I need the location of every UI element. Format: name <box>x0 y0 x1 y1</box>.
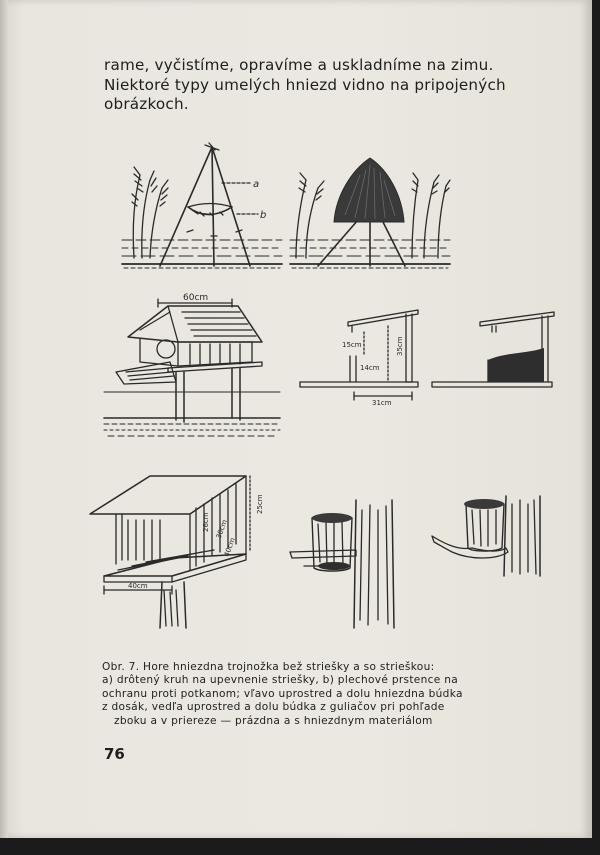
caption-line: z dosák, vedľa uprostred a dolu búdka z guliačov pri pohľade <box>102 701 445 714</box>
gourd-box-section-empty <box>300 310 418 407</box>
gourd-box-section-filled <box>432 312 554 387</box>
label-31cm: 31cm <box>372 399 392 407</box>
label-26cm: 26cm <box>202 512 210 532</box>
log-box-section-filled <box>432 496 540 576</box>
caption-line: a) drôtený kruh na upevnenie striešky, b) plechové prstence na <box>102 674 459 687</box>
nest-box-house <box>104 293 280 436</box>
tripod-nest-without-roof <box>122 143 282 268</box>
label-40cm-bottom: 40cm <box>128 582 148 590</box>
log-box-side-view <box>290 500 394 628</box>
label-b: b <box>260 210 267 221</box>
label-35cm: 35cm <box>396 336 404 356</box>
caption-line: zboku a v priereze — prázdna a s hniezdnym materiálom <box>114 714 433 727</box>
intro-line: rame, vyčistíme, opravíme a uskladníme na zimu. <box>104 56 494 74</box>
caption-line: Obr. 7. Hore hniezdna trojnožka bež striešky a so strieškou: <box>102 661 435 673</box>
label-40cm-side: 40cm <box>222 536 237 558</box>
label-15cm: 15cm <box>342 341 362 349</box>
open-nest-box <box>90 476 264 628</box>
caption-line: ochranu proti potkanom; vľavo uprostred a dolu hniezdna búdka <box>102 687 463 700</box>
label-14cm: 14cm <box>360 364 380 372</box>
page-number: 76 <box>104 745 125 763</box>
label-30cm: 30cm <box>214 518 229 540</box>
intro-line: Niektoré typy umelých hniezd vidno na pripojených <box>104 75 506 94</box>
label-25cm: 25cm <box>256 494 264 514</box>
figure-caption <box>102 661 562 728</box>
intro-line: obrázkoch. <box>104 95 189 113</box>
label-60cm: 60cm <box>183 293 209 303</box>
label-a: a <box>253 179 260 190</box>
tripod-nest-with-roof <box>290 158 450 268</box>
